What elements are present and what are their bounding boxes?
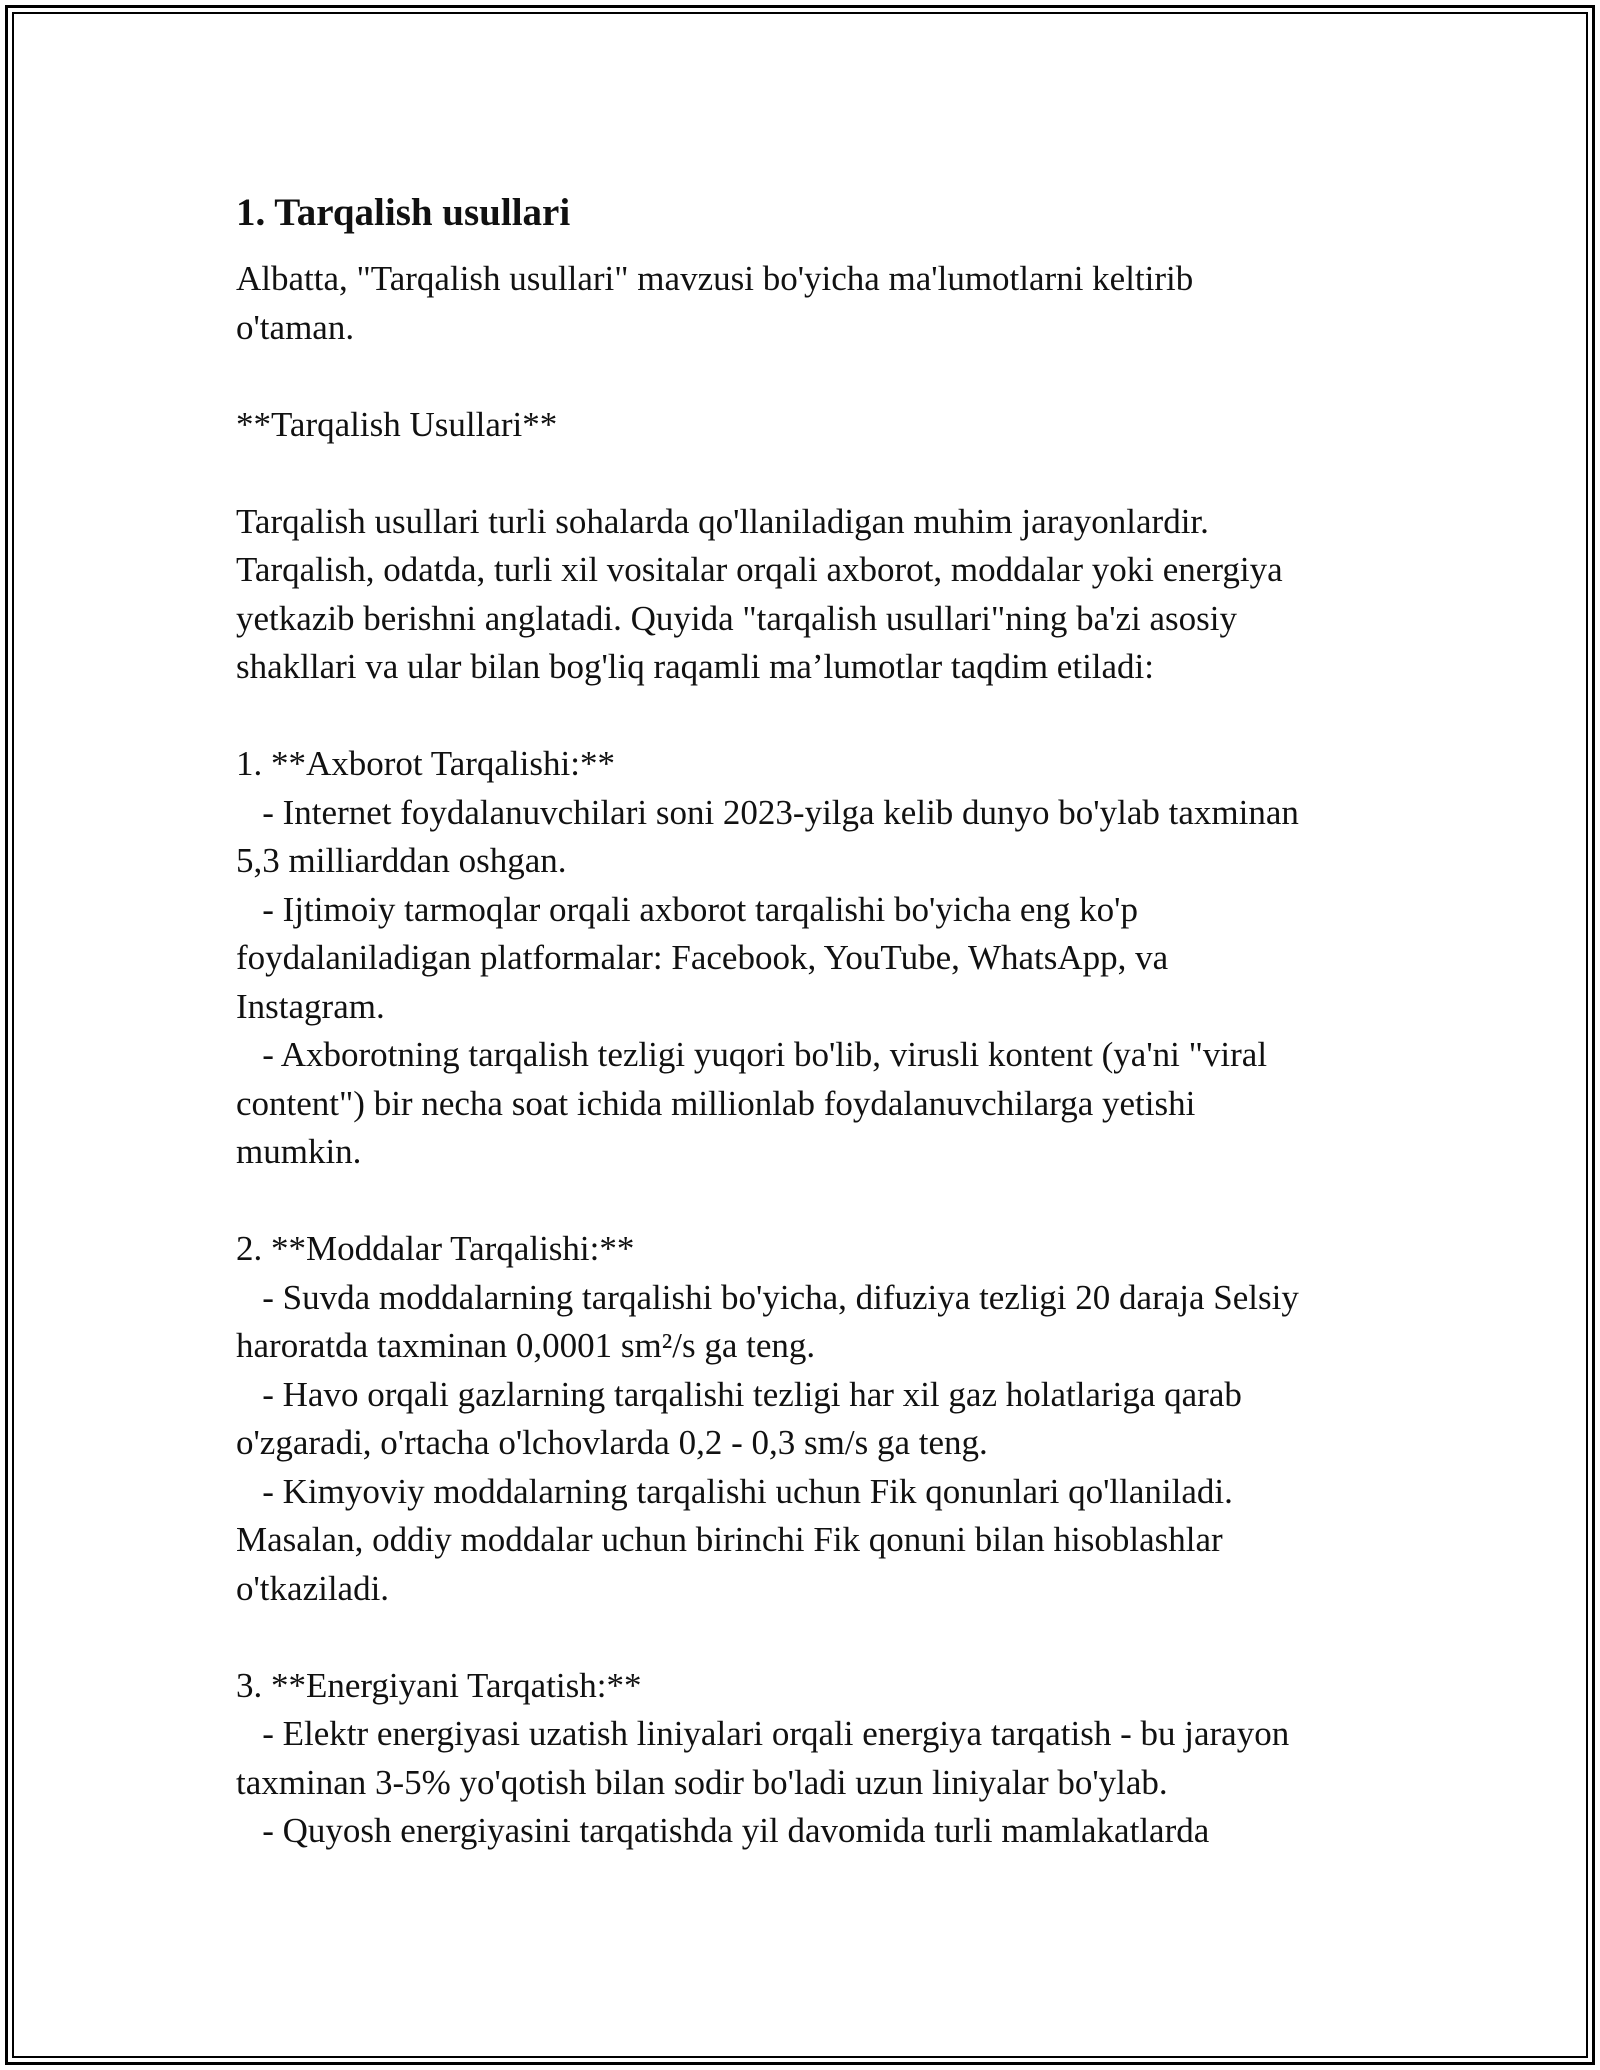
text-line: - Suvda moddalarning tarqalishi bo'yicha, difuziya tezligi 20 daraja Selsiy bbox=[236, 1277, 1299, 1317]
text-line: - Havo orqali gazlarning tarqalishi tezligi har xil gaz holatlariga qarab bbox=[236, 1374, 1242, 1414]
text-line: **Tarqalish Usullari** bbox=[236, 404, 558, 444]
text-line: Tarqalish, odatda, turli xil vositalar orqali axborot, moddalar yoki energiya bbox=[236, 550, 1283, 589]
text-line: content") bir necha soat ichida millionlab foydalanuvchilarga yetishi bbox=[236, 1083, 1196, 1123]
text-line: yetkazib berishni anglatadi. Quyida "tarqalish usullari"ning ba'zi asosiy bbox=[236, 598, 1238, 638]
text-line: 2. **Moddalar Tarqalishi:** bbox=[236, 1229, 635, 1268]
text-line: - Ijtimoiy tarmoqlar orqali axborot tarqalishi bo'yicha eng ko'p bbox=[236, 889, 1138, 929]
text-line: shakllari va ular bilan bog'liq raqamli ma’lumotlar taqdim etiladi: bbox=[236, 647, 1154, 686]
text-line: mumkin. bbox=[236, 1132, 362, 1171]
blank-line bbox=[236, 692, 1366, 741]
document-text bbox=[236, 255, 1366, 1856]
text-line: o'tkaziladi. bbox=[236, 1568, 390, 1608]
text-line: haroratda taxminan 0,0001 sm²/s ga teng. bbox=[236, 1326, 816, 1365]
text-line: 1. **Axborot Tarqalishi:** bbox=[236, 744, 615, 783]
text-line: 3. **Energiyani Tarqatish:** bbox=[236, 1665, 642, 1705]
blank-line bbox=[236, 449, 1366, 498]
text-line: - Internet foydalanuvchilari soni 2023-yilga kelib dunyo bo'ylab taxminan bbox=[236, 792, 1299, 832]
text-line: Instagram. bbox=[236, 986, 385, 1026]
text-line: o'zgaradi, o'rtacha o'lchovlarda 0,2 - 0,3 sm/s ga teng. bbox=[236, 1423, 988, 1462]
blank-line bbox=[236, 1613, 1366, 1662]
blank-line bbox=[236, 352, 1366, 401]
document-body bbox=[236, 185, 1366, 1856]
text-line: o'taman. bbox=[236, 307, 355, 347]
text-line: - Quyosh energiyasini tarqatishda yil davomida turli mamlakatlarda bbox=[236, 1811, 1210, 1850]
blank-line bbox=[236, 1177, 1366, 1226]
text-line: Albatta, "Tarqalish usullari" mavzusi bo'yicha ma'lumotlarni keltirib bbox=[236, 259, 1194, 298]
text-line: 5,3 milliarddan oshgan. bbox=[236, 841, 567, 880]
text-line: - Axborotning tarqalish tezligi yuqori bo'lib, virusli kontent (ya'ni "viral bbox=[236, 1035, 1268, 1074]
text-line: taxminan 3-5% yo'qotish bilan sodir bo'ladi uzun liniyalar bo'ylab. bbox=[236, 1762, 1168, 1802]
document-title: 1. Tarqalish usullari bbox=[236, 191, 571, 234]
text-line: Tarqalish usullari turli sohalarda qo'llaniladigan muhim jarayonlardir. bbox=[236, 501, 1209, 541]
text-line: - Elektr energiyasi uzatish liniyalari orqali energiya tarqatish - bu jarayon bbox=[236, 1714, 1290, 1753]
text-line: - Kimyoviy moddalarning tarqalishi uchun Fik qonunlari qo'llaniladi. bbox=[236, 1471, 1233, 1511]
text-line: foydalaniladigan platformalar: Facebook, YouTube, WhatsApp, va bbox=[236, 938, 1169, 977]
text-line: Masalan, oddiy moddalar uchun birinchi Fik qonuni bilan hisoblashlar bbox=[236, 1520, 1223, 1559]
